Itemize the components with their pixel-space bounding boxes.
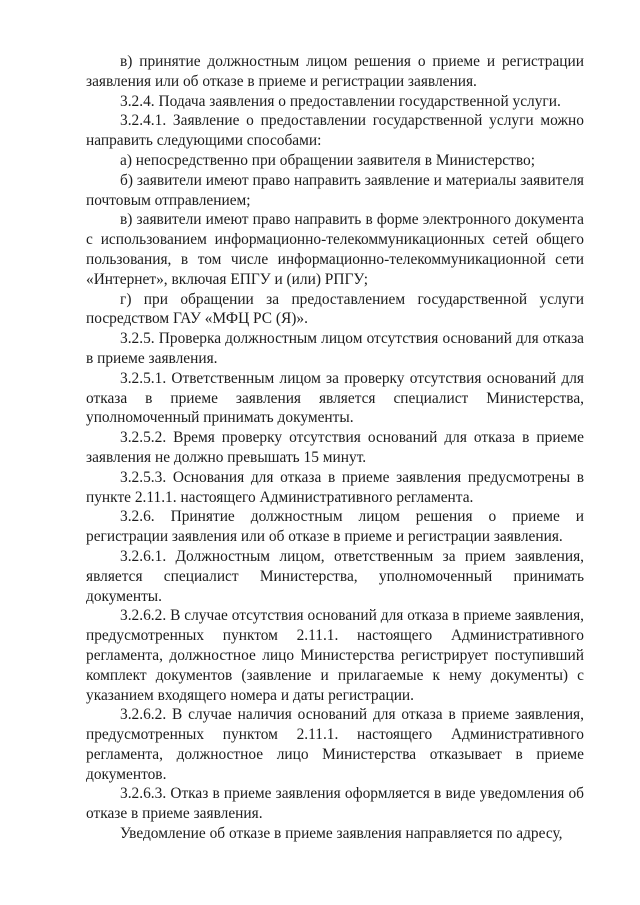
document-body	[86, 52, 584, 844]
paragraph-item-v: в) заявители имеют право направить в форме электронного документа с использованием информационно-телекоммуникационных сетей общего пользования, в том числе информационно-телекоммуникационной сети «Интернет», включая ЕПГУ и (или) РПГУ;	[86, 211, 584, 288]
paragraph-3-2-4-1: 3.2.4.1. Заявление о предоставлении государственной услуги можно направить следующими способами:	[86, 112, 584, 150]
paragraph-3-2-6-1: 3.2.6.1. Должностным лицом, ответственным за прием заявления, является специалист Министерства, уполномоченный принимать документы.	[86, 547, 584, 605]
paragraph-3-2-5: 3.2.5. Проверка должностным лицом отсутствия оснований для отказа в приеме заявления.	[86, 330, 584, 367]
paragraph-3-2-6-3: 3.2.6.3. Отказ в приеме заявления оформляется в виде уведомления об отказе в приеме заявления.	[86, 785, 584, 823]
paragraph-3-2-6-2-registration: 3.2.6.2. В случае отсутствия оснований для отказа в приеме заявления, предусмотренных пунктом 2.11.1. настоящего Административного регламента, должностное лицо Министерства регистрирует поступивший комплект документов (заявление и прилагаемые к нему документы) с указанием входящего номера и даты регистрации.	[86, 607, 584, 704]
paragraph-item-a: а) непосредственно при обращении заявителя в Министерство;	[120, 151, 535, 169]
paragraph-3-2-6: 3.2.6. Принятие должностным лицом решения о приеме и регистрации заявления или об отказе в приеме и регистрации заявления.	[86, 508, 584, 546]
paragraph-3-2-5-3: 3.2.5.3. Основания для отказа в приеме заявления предусмотрены в пункте 2.11.1. настоящего Административного регламента.	[86, 468, 584, 506]
paragraph-v-decision: в) принятие должностным лицом решения о приеме и регистрации заявления или об отказе в приеме и регистрации заявления.	[86, 53, 584, 90]
paragraph-3-2-6-2-refusal: 3.2.6.2. В случае наличия оснований для отказа в приеме заявления, предусмотренных пунктом 2.11.1. настоящего Административного регламента, должностное лицо Министерства отказывает в приеме документов.	[86, 706, 584, 783]
paragraph-item-g: г) при обращении за предоставлением государственной услуги посредством ГАУ «МФЦ РС (Я)».	[86, 290, 584, 328]
paragraph-notification: Уведомление об отказе в приеме заявления направляется по адресу,	[120, 825, 563, 843]
paragraph-3-2-4: 3.2.4. Подача заявления о предоставлении государственной услуги.	[120, 92, 561, 110]
paragraph-3-2-5-2: 3.2.5.2. Время проверку отсутствия оснований для отказа в приеме заявления не должно превышать 15 минут.	[86, 429, 584, 466]
paragraph-3-2-5-1: 3.2.5.1. Ответственным лицом за проверку отсутствия оснований для отказа в приеме заявления является специалист Министерства, уполномоченный принимать документы.	[86, 369, 584, 427]
paragraph-item-b: б) заявители имеют право направить заявление и материалы заявителя почтовым отправлением;	[86, 171, 584, 209]
